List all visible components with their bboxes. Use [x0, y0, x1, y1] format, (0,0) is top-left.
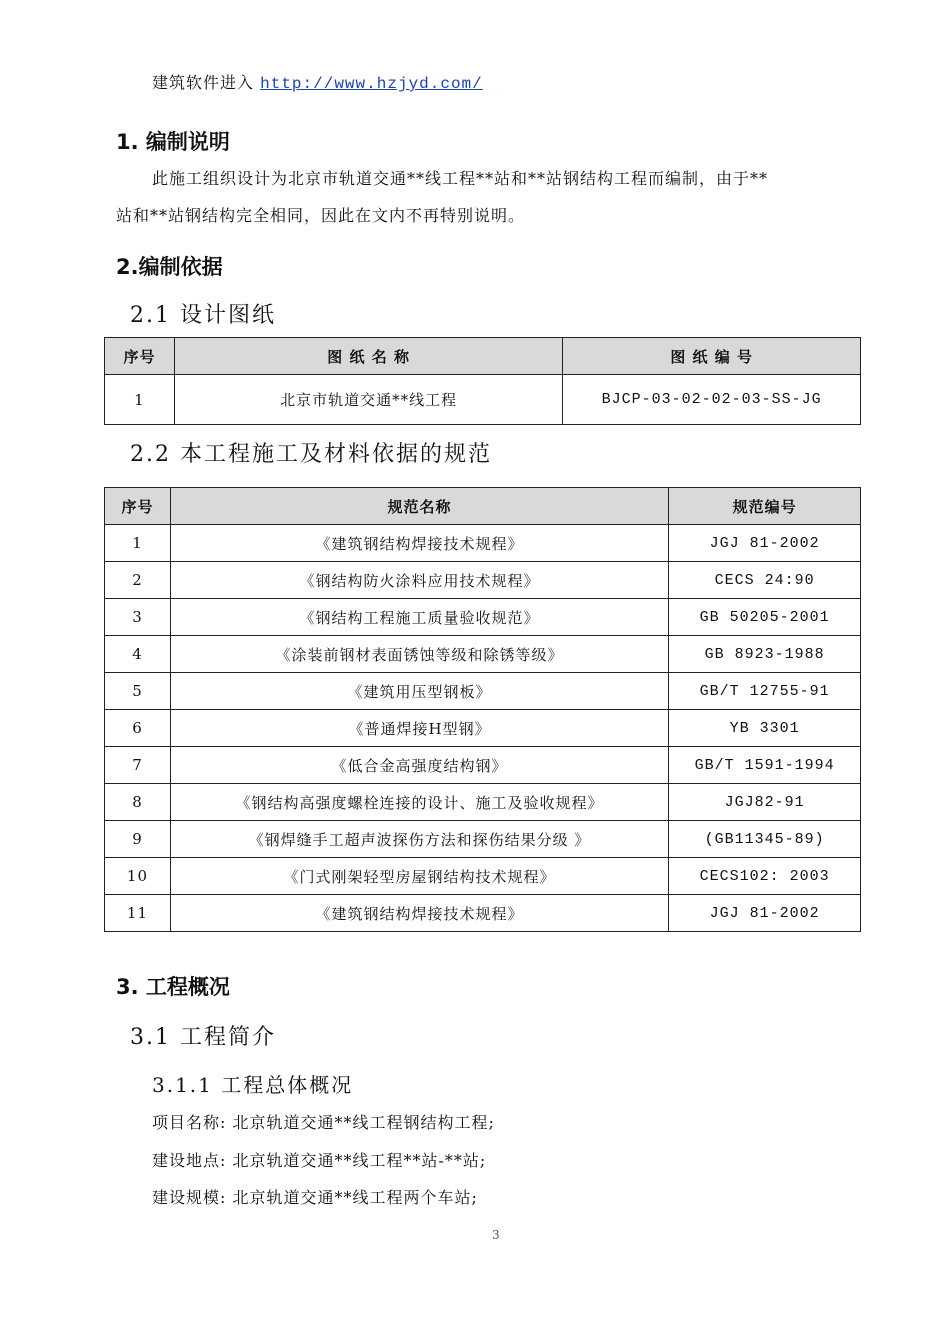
scale-line: 建设规模: 北京轨道交通**线工程两个车站; [152, 1188, 478, 1207]
cell-code: JGJ 81-2002 [669, 895, 861, 932]
cell-code: JGJ82-91 [669, 784, 861, 821]
cell-no: 1 [105, 375, 175, 425]
table-header-row [105, 338, 861, 375]
section-1-para-line1: 此施工组织设计为北京市轨道交通**线工程**站和**站钢结构工程而编制，由于** [152, 169, 769, 188]
section-1-heading: 1. 编制说明 [116, 130, 230, 154]
table-row [105, 821, 861, 858]
cell-name: 北京市轨道交通**线工程 [174, 375, 562, 425]
project-name-line: 项目名称: 北京轨道交通**线工程钢结构工程; [152, 1113, 495, 1132]
col-header-name: 图 纸 名 称 [174, 338, 562, 375]
section-2-2-heading: 2.2 本工程施工及材料依据的规范 [130, 442, 492, 467]
table-row [105, 599, 861, 636]
table-row [105, 375, 861, 425]
table-row [105, 895, 861, 932]
website-link[interactable]: http://www.hzjyd.com/ [260, 75, 483, 93]
cell-no: 9 [105, 821, 171, 858]
col-header-name: 规范名称 [170, 488, 668, 525]
cell-name: 《建筑用压型钢板》 [170, 673, 668, 710]
cell-code: CECS 24:90 [669, 562, 861, 599]
table-row [105, 710, 861, 747]
cell-name: 《钢结构防火涂料应用技术规程》 [170, 562, 668, 599]
section-3-heading: 3. 工程概况 [116, 975, 230, 999]
col-header-code: 规范编号 [669, 488, 861, 525]
col-header-no: 序号 [105, 488, 171, 525]
cell-code: GB 50205-2001 [669, 599, 861, 636]
site-location-line: 建设地点: 北京轨道交通**线工程**站-**站; [152, 1151, 487, 1170]
cell-no: 7 [105, 747, 171, 784]
table-row [105, 747, 861, 784]
cell-no: 1 [105, 525, 171, 562]
section-3-1-1-heading: 3.1.1 工程总体概况 [152, 1073, 354, 1097]
cell-name: 《建筑钢结构焊接技术规程》 [170, 895, 668, 932]
table-row [105, 673, 861, 710]
table-row [105, 562, 861, 599]
table-header-row [105, 488, 861, 525]
section-3-1-heading: 3.1 工程简介 [130, 1025, 276, 1050]
cell-code: (GB11345-89) [669, 821, 861, 858]
cell-code: GB 8923-1988 [669, 636, 861, 673]
cell-no: 5 [105, 673, 171, 710]
cell-no: 2 [105, 562, 171, 599]
cell-name: 《低合金高强度结构钢》 [170, 747, 668, 784]
cell-code: GB/T 12755-91 [669, 673, 861, 710]
cell-code: GB/T 1591-1994 [669, 747, 861, 784]
table-row [105, 858, 861, 895]
cell-no: 4 [105, 636, 171, 673]
cell-name: 《钢焊缝手工超声波探伤方法和探伤结果分级 》 [170, 821, 668, 858]
col-header-no: 序号 [105, 338, 175, 375]
cell-code: BJCP-03-02-02-03-SS-JG [563, 375, 861, 425]
table-row [105, 525, 861, 562]
cell-name: 《门式刚架轻型房屋钢结构技术规程》 [170, 858, 668, 895]
cell-code: YB 3301 [669, 710, 861, 747]
cell-no: 11 [105, 895, 171, 932]
table-row [105, 636, 861, 673]
cell-name: 《普通焊接H型钢》 [170, 710, 668, 747]
drawings-table [104, 337, 861, 425]
cell-code: CECS102: 2003 [669, 858, 861, 895]
col-header-code: 图 纸 编 号 [563, 338, 861, 375]
cell-name: 《涂装前钢材表面锈蚀等级和除锈等级》 [170, 636, 668, 673]
cell-no: 10 [105, 858, 171, 895]
cell-no: 3 [105, 599, 171, 636]
section-1-para-line2: 站和**站钢结构完全相同，因此在文内不再特别说明。 [116, 206, 526, 225]
cell-name: 《钢结构工程施工质量验收规范》 [170, 599, 668, 636]
cell-no: 8 [105, 784, 171, 821]
section-2-1-heading: 2.1 设计图纸 [130, 303, 276, 328]
section-2-heading: 2.编制依据 [116, 255, 223, 279]
cell-code: JGJ 81-2002 [669, 525, 861, 562]
intro-text: 建筑软件进入 [152, 73, 255, 92]
page-number: 3 [492, 1228, 500, 1242]
cell-name: 《建筑钢结构焊接技术规程》 [170, 525, 668, 562]
intro-line [152, 70, 483, 93]
cell-no: 6 [105, 710, 171, 747]
table-row [105, 784, 861, 821]
standards-table [104, 487, 861, 932]
cell-name: 《钢结构高强度螺栓连接的设计、施工及验收规程》 [170, 784, 668, 821]
